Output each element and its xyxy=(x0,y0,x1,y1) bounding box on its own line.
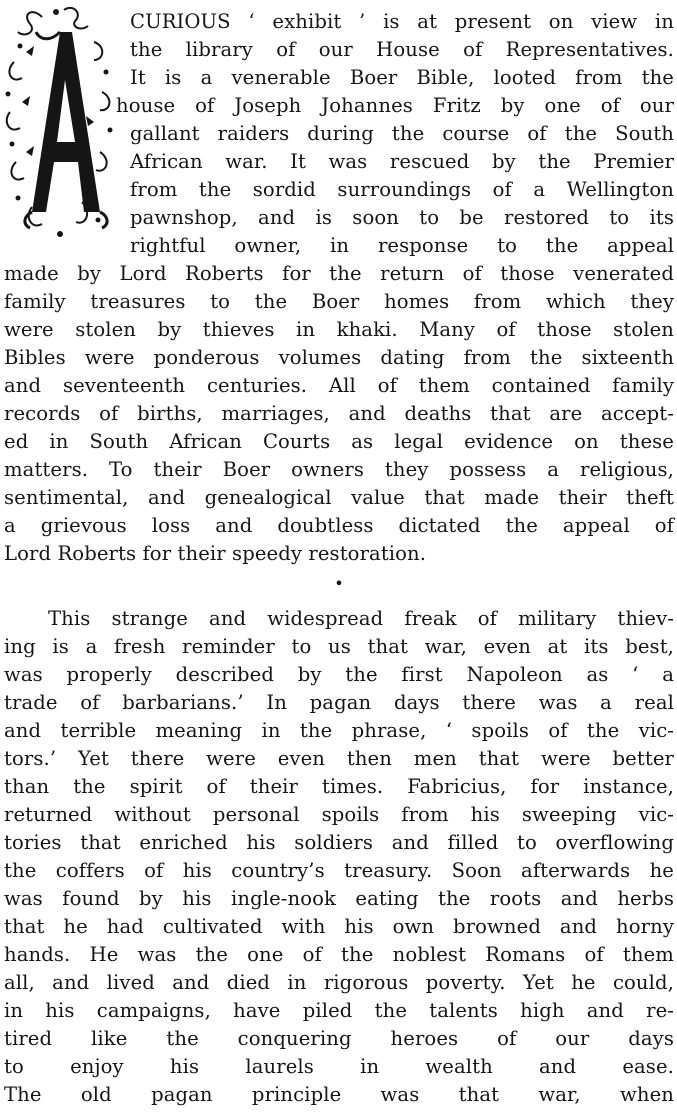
text-line: tories that enriched his soldiers and filled to overflowing xyxy=(4,831,674,854)
text-line: The old pagan principle was that war, when xyxy=(4,1083,674,1106)
text-line: CURIOUS ‘ exhibit ’ is at present on view in xyxy=(130,10,674,33)
text-line: and terrible meaning in the phrase, ‘ spoils of the vic- xyxy=(4,719,674,742)
text-line: was found by his ingle-nook eating the roots and herbs xyxy=(4,887,674,910)
text-line: were stolen by thieves in khaki. Many of those stolen xyxy=(4,318,674,341)
text-line: house of Joseph Johannes Fritz by one of our xyxy=(116,94,674,117)
text-line: and seventeenth centuries. All of them contained family xyxy=(4,374,674,397)
text-line: family treasures to the Boer homes from which they xyxy=(4,290,674,313)
text-line: tired like the conquering heroes of our days xyxy=(4,1027,674,1050)
text-line: ed in South African Courts as legal evidence on these xyxy=(4,430,674,453)
text-line: Lord Roberts for their speedy restoration. xyxy=(4,542,427,565)
text-line: in his campaigns, have piled the talents high and re- xyxy=(4,999,674,1022)
text-line: a grievous loss and doubtless dictated the appeal of xyxy=(4,514,674,537)
text-line: all, and lived and died in rigorous poverty. Yet he could, xyxy=(4,971,674,994)
text-line: records of births, marriages, and deaths that are accept- xyxy=(4,402,674,425)
text-line: trade of barbarians.’ In pagan days there was a real xyxy=(4,691,674,714)
text-line: tors.’ Yet there were even then men that were better xyxy=(4,747,674,770)
text-line: the library of our House of Representatives. xyxy=(130,38,674,61)
text-line: African war. It was rescued by the Premier xyxy=(130,150,674,173)
text-line: rightful owner, in response to the appeal xyxy=(130,234,674,257)
text-line: gallant raiders during the course of the South xyxy=(130,122,674,145)
text-line: hands. He was the one of the noblest Romans of them xyxy=(4,943,674,966)
text-line: made by Lord Roberts for the return of those venerated xyxy=(4,262,674,285)
text-line: matters. To their Boer owners they possess a religious, xyxy=(4,458,674,481)
text-line: returned without personal spoils from his sweeping vic- xyxy=(4,803,674,826)
text-line: sentimental, and genealogical value that made their theft xyxy=(4,486,674,509)
text-line: that he had cultivated with his own browned and horny xyxy=(4,915,674,938)
text-line: the coffers of his country’s treasury. Soon afterwards he xyxy=(4,859,674,882)
text-line: was properly described by the first Napoleon as ‘ a xyxy=(4,663,674,686)
text-line: to enjoy his laurels in wealth and ease. xyxy=(4,1055,674,1078)
text-line: from the sordid surroundings of a Wellington xyxy=(130,178,674,201)
text-line: It is a venerable Boer Bible, looted from the xyxy=(130,66,674,89)
text-line: ing is a fresh reminder to us that war, even at its best, xyxy=(4,635,674,658)
text-line: pawnshop, and is soon to be restored to its xyxy=(130,206,674,229)
text-line: Bibles were ponderous volumes dating from the sixteenth xyxy=(4,346,674,369)
text-line: than the spirit of their times. Fabricius, for instance, xyxy=(4,775,674,798)
ornate-dropcap-a-icon xyxy=(2,2,120,242)
section-divider: • xyxy=(334,574,344,593)
text-line: This strange and widespread freak of military thiev- xyxy=(48,607,674,630)
